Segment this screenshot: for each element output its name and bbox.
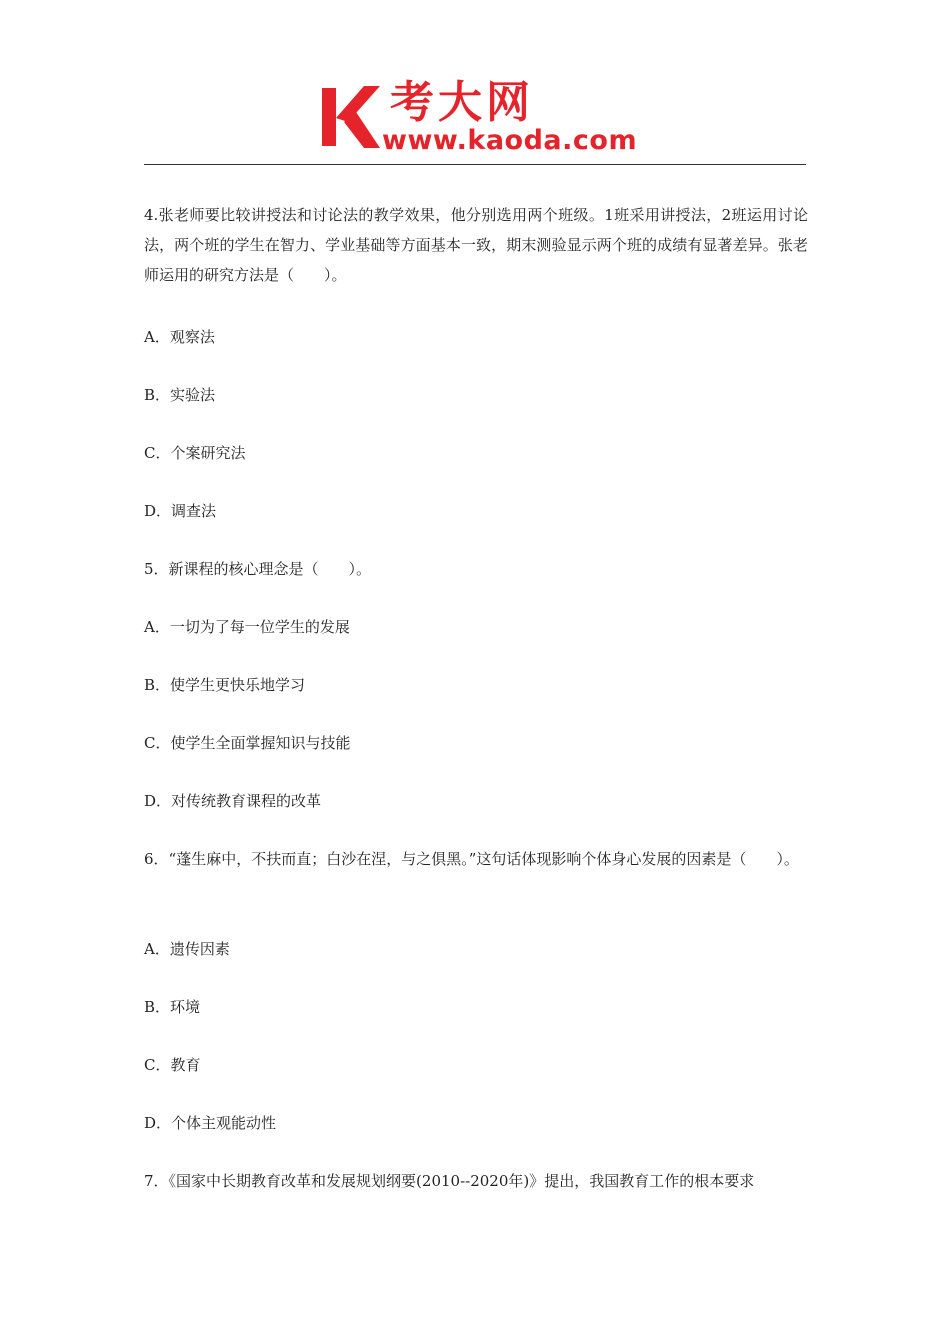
option-c: C．使学生全面掌握知识与技能 — [144, 734, 351, 752]
option-b: B．环境 — [144, 998, 201, 1016]
option-d: D．对传统教育课程的改革 — [144, 792, 322, 810]
kaoda-logo[interactable] — [320, 77, 640, 160]
k-logo-icon — [320, 82, 382, 150]
option-a: A．一切为了每一位学生的发展 — [144, 618, 350, 636]
option-d: D．调查法 — [144, 502, 217, 520]
option-a: A．观察法 — [144, 328, 215, 346]
logo-chinese-text: 考大网 — [390, 77, 534, 128]
option-d: D．个体主观能动性 — [144, 1114, 277, 1132]
option-b: B．实验法 — [144, 386, 216, 404]
question-stem: 5．新课程的核心理念是（ ）。 — [144, 560, 372, 578]
option-c: C．教育 — [144, 1056, 201, 1074]
question-stem: 6．“蓬生麻中，不扶而直；白沙在涅，与之俱黑。”这句话体现影响个体身心发展的因素是（ ）。 — [144, 850, 799, 868]
header-divider — [144, 164, 806, 165]
option-b: B．使学生更快乐地学习 — [144, 676, 306, 694]
option-c: C．个案研究法 — [144, 444, 246, 462]
option-a: A．遗传因素 — [144, 940, 230, 958]
question-stem: 4.张老师要比较讲授法和讨论法的教学效果，他分别选用两个班级。1班采用讲授法，2班运用讨论法，两个班的学生在智力、学业基础等方面基本一致，期末测验显示两个班的成绩有显著差异。张老师运用的研究方法是（ ）。 — [144, 206, 808, 284]
logo-url-text[interactable]: www.kaoda.com — [382, 125, 638, 156]
question-stem: 7．《国家中长期教育改革和发展规划纲要(2010--2020年)》提出，我国教育工作的根本要求 — [144, 1172, 755, 1190]
